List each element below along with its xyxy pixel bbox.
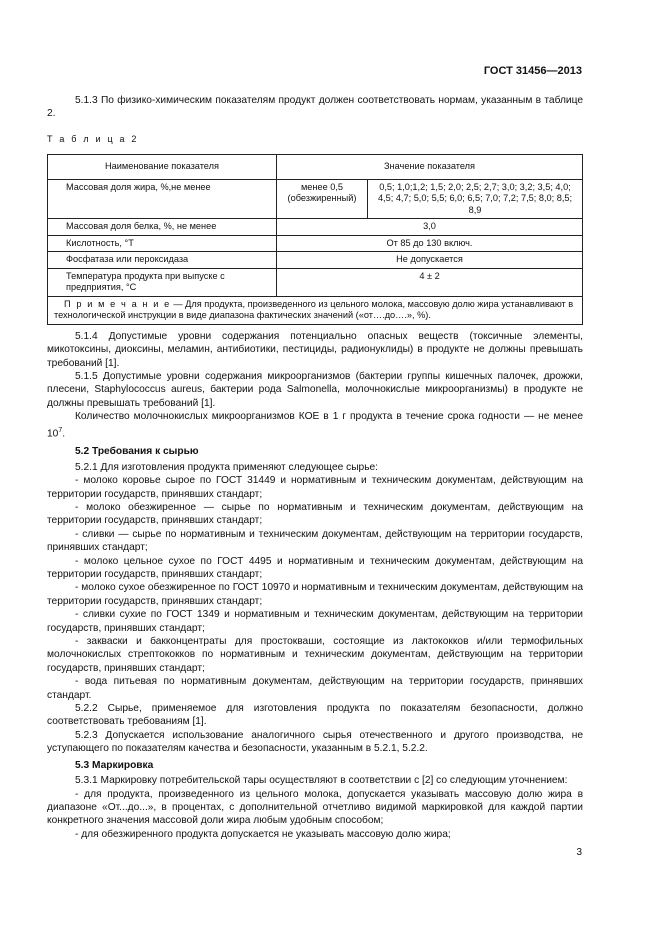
table-row	[48, 252, 583, 269]
list-item: - для продукта, произведенного из цельного молока, допускается указывать массовую долю жира в диапазоне «От...до...», в процентах, с дополнительной отчетливо видимой маркировкой для каждой партии конкретного значения массовой доли жира любым удобным способом;	[47, 788, 583, 827]
list-item: - закваски и бакконцентраты для простокваши, состоящие из лактококков и/или термофильных молочнокислых стрептококков по нормативным и техническим документам, действующим на территории государств, принявших стандарт;	[47, 636, 583, 674]
section-5-3-title: 5.3 Маркировка	[75, 759, 154, 771]
paragraph-5-1-4: 5.1.4 Допустимые уровни содержания потенциально опасных веществ (токсичные элементы, микотоксины, диоксины, меламин, антибиотики, пестициды, радионуклиды) в продукте не должны превышать требований [1].	[47, 330, 583, 369]
lab-count-exponent: 7	[58, 426, 63, 434]
note-text: — Для продукта, произведенного из цельного молока, массовую долю жира устанавливают в технологической инструкции в виде диапазона фактических значений («от….до….», %).	[54, 298, 574, 321]
page-number: 3	[576, 847, 582, 858]
list-item: - молоко обезжиренное — сырье по нормативным и техническим документам, действующим на территории государств, принявших стандарт;	[47, 501, 583, 527]
row-sub-value: менее 0,5 (обезжиренный)	[277, 179, 368, 219]
lab-count-end: .	[62, 427, 66, 439]
list-item: - молоко цельное сухое по ГОСТ 4495 и нормативным и техническим документам, действующим на территории государств, принявших стандарт;	[47, 555, 583, 581]
indicators-table	[47, 154, 583, 325]
paragraph-lab-count	[47, 410, 583, 440]
note-label: П р и м е ч а н и е	[64, 298, 171, 309]
document-code: ГОСТ 31456—2013	[483, 65, 582, 77]
paragraph-5-1-5: 5.1.5 Допустимые уровни содержания микроорганизмов (бактерии группы кишечных палочек, дрожжи, плесени, Staphylococcus aureus, бактерии рода Salmonella, молочнокислые микроорганизмы) в продукте не должны превышать требований [1].	[47, 370, 583, 409]
row-name: Массовая доля жира, %,не менее	[48, 179, 277, 219]
table-row	[48, 235, 583, 252]
section-5-2-title: 5.2 Требования к сырью	[75, 446, 199, 458]
row-name: Кислотность, °Т	[48, 235, 277, 252]
list-item: - молоко коровье сырое по ГОСТ 31449 и нормативным и техническим документам, действующим на территории государств, принявших стандарт;	[47, 475, 583, 500]
list-item: - сливки сухие по ГОСТ 1349 и нормативным и техническим документам, действующим на территории государств, принявших стандарт;	[47, 609, 583, 634]
paragraph-5-2-3: 5.2.3 Допускается использование аналогичного сырья отечественного и другого производства, не уступающего по показателям качества и безопасности, указанным в 5.2.1, 5.2.2.	[47, 729, 583, 755]
page-content	[47, 94, 583, 841]
table-note-row	[48, 296, 583, 324]
list-item: - сливки — сырье по нормативным и техническим документам, действующим на территории государств, принявших стандарт;	[47, 528, 583, 554]
row-value: 3,0	[277, 219, 583, 236]
row-name: Фосфатаза или пероксидаза	[48, 252, 277, 269]
table-row	[48, 268, 583, 296]
paragraph-5-2-1: 5.2.1 Для изготовления продукта применяют следующее сырье:	[75, 461, 378, 473]
table-row	[48, 179, 583, 219]
list-item: - молоко сухое обезжиренное по ГОСТ 10970 и нормативным и техническим документам, действующим на территории государств, принявших стандарт;	[47, 582, 583, 607]
paragraph-5-2-2: 5.2.2 Сырье, применяемое для изготовления продукта по показателям безопасности, должно соответствовать требованиям [1].	[47, 703, 583, 728]
paragraph-5-3-1: 5.3.1 Маркировку потребительской тары осуществляют в соответствии с [2] со следующим уточнением:	[75, 775, 568, 787]
lab-count-text: Количество молочнокислых микроорганизмов КОЕ в 1 г продукта в течение срока годности — не менее 10	[47, 411, 583, 439]
paragraph-5-1-3: 5.1.3 По физико-химическим показателям продукт должен соответствовать нормам, указанным в таблице 2.	[47, 95, 583, 120]
table-caption: Т а б л и ц а 2	[47, 133, 139, 144]
header-indicator-name: Наименование показателя	[48, 155, 277, 180]
list-item: - вода питьевая по нормативным документам, действующим на территории государств, принявших стандарт.	[47, 676, 583, 701]
list-item: - для обезжиренного продукта допускается не указывать массовую долю жира;	[75, 828, 451, 840]
table-header-row	[48, 155, 583, 180]
row-value: Не допускается	[277, 252, 583, 269]
table-note	[48, 296, 583, 324]
row-value: 4 ± 2	[277, 268, 583, 296]
row-value: От 85 до 130 включ.	[277, 235, 583, 252]
header-indicator-value: Значение показателя	[277, 155, 583, 180]
row-value: 0,5; 1,0;1,2; 1,5; 2,0; 2,5; 2,7; 3,0; 3,2; 3,5; 4,0; 4,5; 4,7; 5,0; 5,5; 6,0; 6,5; 7,0; 7,2; 7,5; 8,0; 8,5; 8,9	[368, 179, 583, 219]
row-name: Температура продукта при выпуске с предприятия, °С	[48, 268, 277, 296]
row-name: Массовая доля белка, %, не менее	[48, 219, 277, 236]
table-row	[48, 219, 583, 236]
